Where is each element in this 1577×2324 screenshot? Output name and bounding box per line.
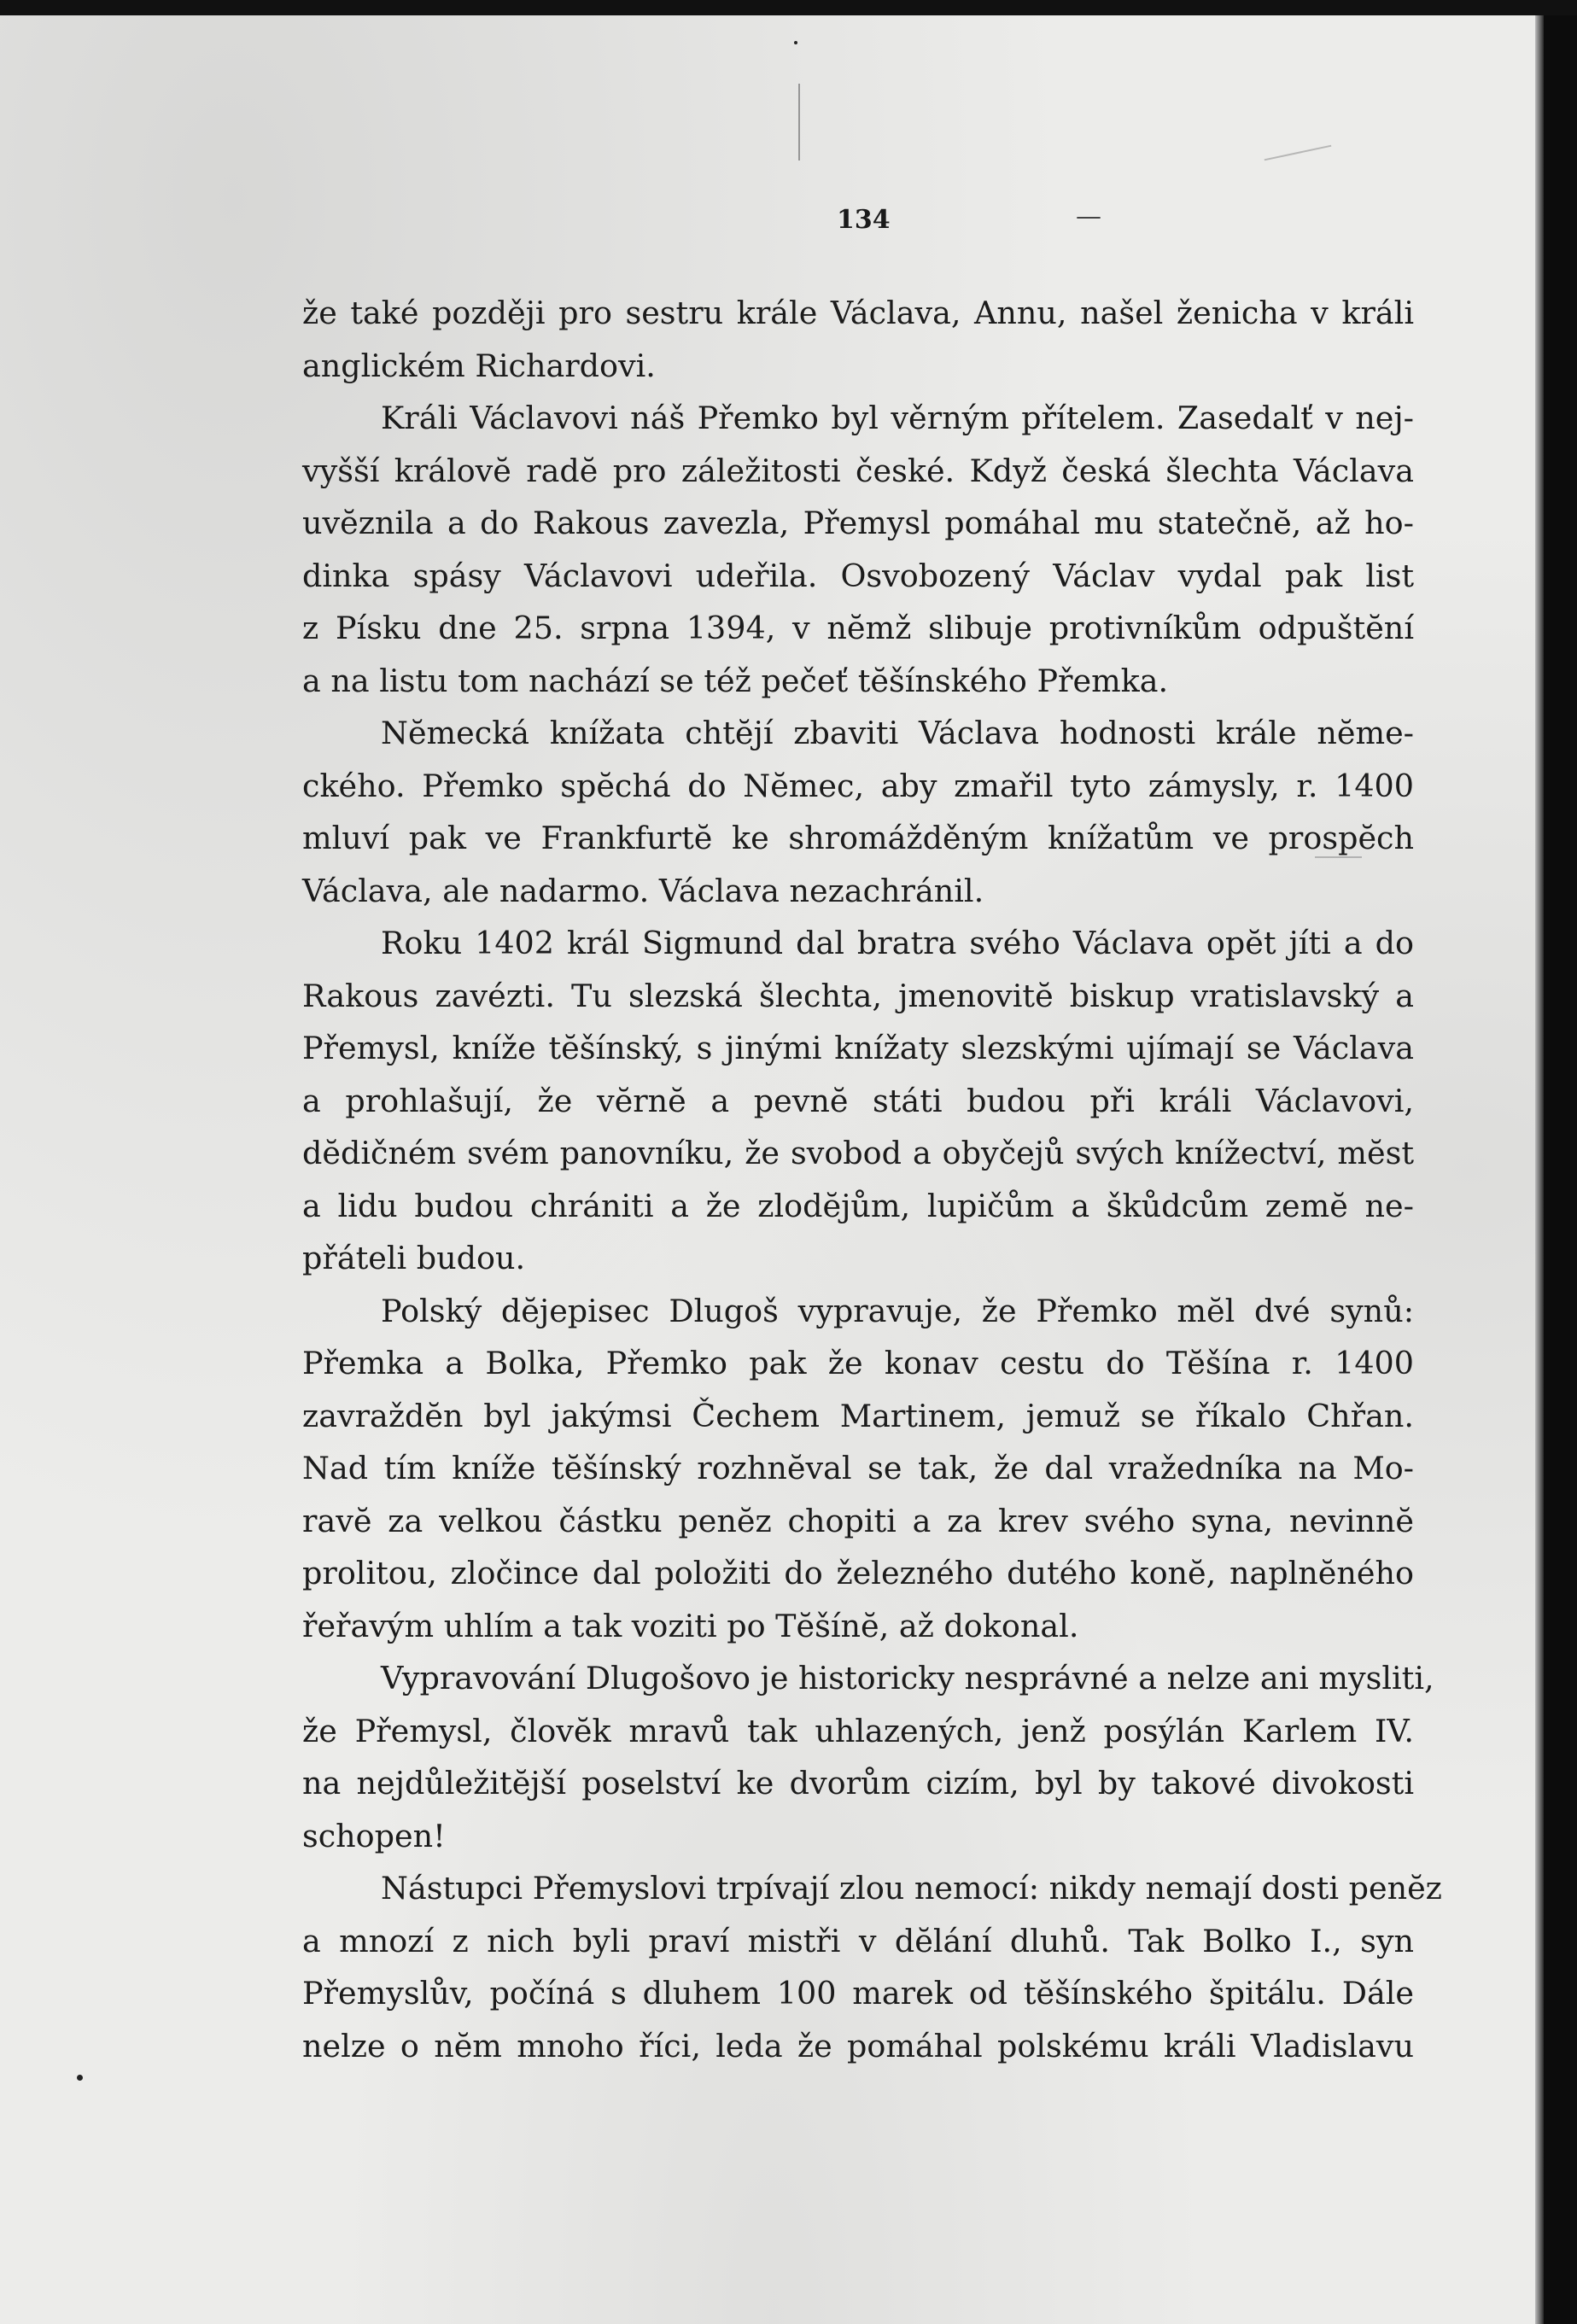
text-line: ravĕ za velkou částku penĕz chopiti a za krev svého syna, nevinnĕ: [302, 1502, 1414, 1539]
paragraph-first-line: Vypravování Dlugošovo je historicky nesprávné a nelze ani mysliti,: [381, 1660, 1434, 1696]
text-line: zavraždĕn byl jakýmsi Čechem Martinem, jemuž se říkalo Chřan.: [302, 1397, 1414, 1434]
text-line: Přemka a Bolka, Přemko pak že konav cestu do Tĕšína r. 1400: [302, 1345, 1414, 1381]
text-line: Nad tím kníže tĕšínský rozhnĕval se tak, že dal vražedníka na Mo-: [302, 1450, 1414, 1486]
text-line: anglickém Richardovi.: [302, 347, 656, 384]
text-line: nelze o nĕm mnoho říci, leda že pomáhal polskému králi Vladislavu: [302, 2027, 1414, 2064]
text-line: uvĕznila a do Rakous zavezla, Přemysl pomáhal mu statečnĕ, až ho-: [302, 505, 1414, 541]
paragraph-first-line: Polský dĕjepisec Dlugoš vypravuje, že Přemko mĕl dvé synů:: [381, 1292, 1414, 1329]
text-line: vyšší královĕ radĕ pro záležitosti české. Když česká šlechta Václava: [302, 452, 1414, 489]
scan-speck: [794, 41, 797, 44]
text-line: z Písku dne 25. srpna 1394, v nĕmž slibuje protivníkům odpuštĕní: [302, 610, 1414, 646]
text-line: a mnozí z nich byli praví mistři v dĕlání dluhů. Tak Bolko I., syn: [302, 1922, 1414, 1959]
text-line: ckého. Přemko spĕchá do Nĕmec, aby zmařil tyto zámysly, r. 1400: [302, 767, 1414, 804]
paragraph-first-line: Nĕmecká knížata chtĕjí zbaviti Václava hodnosti krále nĕme-: [381, 715, 1414, 751]
text-line: Přemyslův, počíná s dluhem 100 marek od tĕšínského špitálu. Dále: [302, 1975, 1414, 2012]
scan-border: [1535, 15, 1577, 2324]
text-line: že Přemysl, človĕk mravů tak uhlazených, jenž posýlán Karlem IV.: [302, 1712, 1414, 1749]
scan-speck: [77, 2075, 83, 2081]
body-text: [302, 287, 1442, 2072]
text-line: že také později pro sestru krále Václava, Annu, našel ženicha v králi: [302, 295, 1414, 331]
text-line: mluví pak ve Frankfurtĕ ke shromážděným knížatům ve prospĕch: [302, 820, 1414, 856]
page-number-dash: —: [1076, 201, 1101, 231]
book-page: [0, 15, 1547, 2324]
text-line: Přemysl, kníže tĕšínský, s jinými knížaty slezskými ujímají se Václava: [302, 1030, 1414, 1066]
paragraph-first-line: Roku 1402 král Sigmund dal bratra svého Václava opĕt jíti a do: [381, 925, 1414, 961]
text-line: dinka spásy Václavovi udeřila. Osvobozený Václav vydal pak list: [302, 557, 1414, 594]
text-line: dĕdičném svém panovníku, že svobod a obyčejů svých knížectví, mĕst: [302, 1135, 1414, 1171]
scan-scratch: [798, 84, 800, 161]
text-line: na nejdůležitĕjší poselství ke dvorům cizím, byl by takové divokosti: [302, 1765, 1414, 1801]
page-number: 134: [837, 205, 891, 235]
text-line: Václava, ale nadarmo. Václava nezachránil.: [302, 872, 984, 909]
text-line: a lidu budou chrániti a že zlodĕjům, lupičům a škůdcům zemĕ ne-: [302, 1187, 1414, 1224]
text-line: a na listu tom nachází se též pečeť tĕšínského Přemka.: [302, 662, 1169, 699]
paragraph-first-line: Králi Václavovi náš Přemko byl věrným přítelem. Zasedalť v nej-: [381, 400, 1414, 436]
text-line: schopen!: [302, 1817, 446, 1854]
text-line: a prohlašují, že vĕrnĕ a pevnĕ státi budou při králi Václavovi,: [302, 1082, 1414, 1119]
text-line: přáteli budou.: [302, 1240, 526, 1276]
text-line: řeřavým uhlím a tak voziti po Tĕšínĕ, až dokonal.: [302, 1607, 1079, 1644]
text-line: prolitou, zločince dal položiti do železného dutého konĕ, naplnĕného: [302, 1555, 1414, 1591]
scan-scratch: [1265, 145, 1332, 161]
text-line: Rakous zavézti. Tu slezská šlechta, jmenovitĕ biskup vratislavský a: [302, 977, 1414, 1014]
paragraph-first-line: Nástupci Přemyslovi trpívají zlou nemocí: nikdy nemají dosti penĕz: [381, 1870, 1442, 1906]
